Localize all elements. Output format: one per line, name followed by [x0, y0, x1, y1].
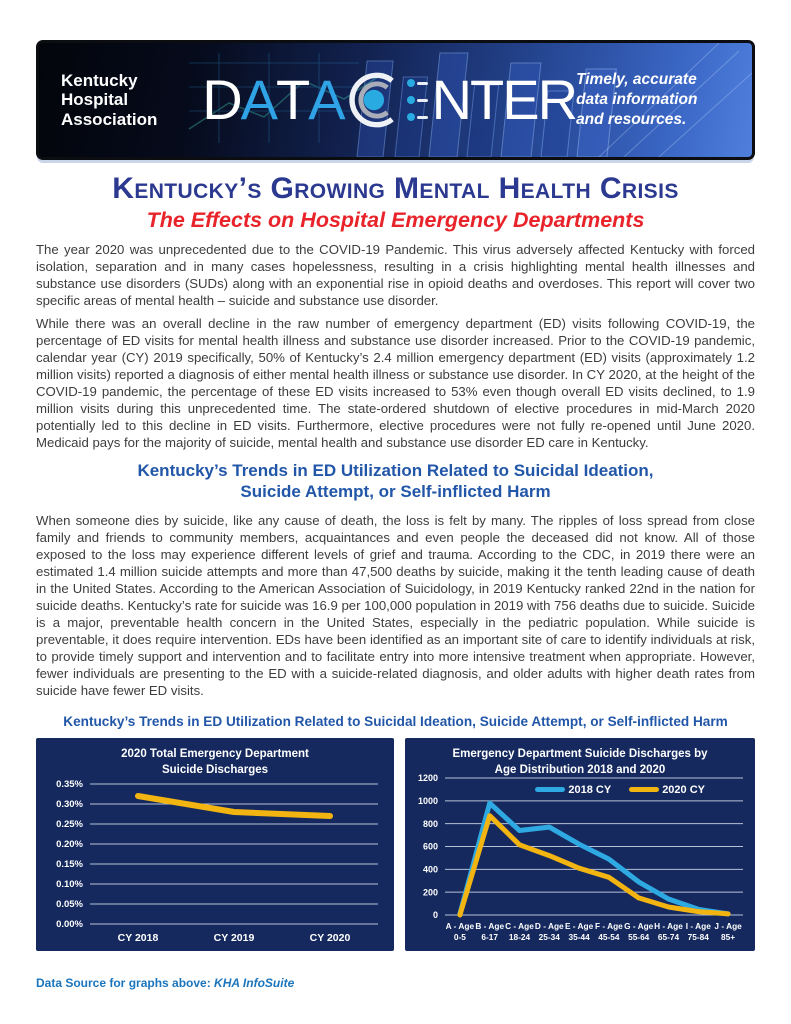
legend-swatch-2018	[535, 787, 565, 792]
page-subtitle: The Effects on Hospital Emergency Departments	[146, 207, 645, 232]
logo-letter-a: A	[308, 68, 344, 131]
svg-text:75-84: 75-84	[687, 931, 709, 942]
svg-text:0.00%: 0.00%	[56, 918, 83, 930]
org-name-line: Association	[61, 109, 158, 129]
svg-text:0.25%: 0.25%	[56, 818, 83, 830]
svg-text:0.15%: 0.15%	[56, 858, 83, 870]
svg-text:35-44: 35-44	[568, 931, 590, 942]
svg-text:CY 2019: CY 2019	[213, 931, 255, 944]
paragraph-ed-visits: While there was an overall decline in the raw number of emergency department (ED) visits following COVID-19, the percentage of ED visits for mental health illness and substance use disorder increased. Prior to the COVID-19 pandemic, calendar year (CY) 2019 specifically, 50% of Kentucky’s 2.4 million emergency department (ED) visits (approximately 1.2 million visits) reported a diagnosis of either mental health illness or substance use disorder. In CY 2020, at the height of the COVID-19 pandemic, the percentage of these ED visits increased to 53% even though overall ED visits declined, to 1.9 million visits during this unprecedented time. The state-ordered shutdown of elective procedures in mid-March 2020 potentially led to this decline in ED visits. Furthermore, elective procedures were not fully re-opened until June 2020. Medicaid pays for the majority of suicide, mental health and substance use disorder ED care in Kentucky.	[36, 316, 755, 451]
logo-letter-t: T	[276, 68, 309, 131]
svg-text:65-74: 65-74	[657, 931, 680, 942]
svg-text:A - Age: A - Age	[445, 920, 475, 931]
svg-text:CY 2020: CY 2020	[309, 931, 351, 944]
logo-letter-d: D	[202, 68, 241, 131]
svg-text:55-64: 55-64	[628, 931, 650, 942]
svg-text:0.20%: 0.20%	[56, 838, 83, 850]
svg-text:D - Age: D - Age	[534, 920, 564, 931]
legend-label: 2020 CY	[662, 783, 705, 796]
svg-text:H - Age: H - Age	[654, 920, 683, 931]
svg-text:F - Age: F - Age	[594, 920, 623, 931]
org-name-line: Hospital	[61, 90, 129, 110]
legend-item-2018	[535, 784, 611, 796]
svg-text:I - Age: I - Age	[685, 920, 711, 931]
data-source-label: Data Source for graphs above:	[36, 975, 215, 990]
banner-tagline	[576, 70, 752, 130]
page-title: Kentucky’s Growing Mental Health Crisis	[112, 172, 679, 205]
data-source-value: KHA InfoSuite	[214, 975, 295, 990]
paragraph-suicide-trends: When someone dies by suicide, like any cause of death, the loss is felt by many. The ripples of loss spread from close family and friends to community members, acquaintances and even people the deceased did not know. All of those exposed to the loss may experience different levels of grief and trauma. According to the CDC, in 2019 there were an estimated 1.4 million suicide attempts and more than 47,500 deaths by suicide, making it the tenth leading cause of death in the United States. According to the American Association of Suicidology, in 2019 Kentucky ranked 22nd in the nation for suicide deaths. Kentucky’s rate for suicide was 16.9 per 100,000 population in 2019 with 756 deaths due to suicide. Suicide is a major, preventable health concern in the United States, especially in the pediatric population. While suicide is preventable, it does require intervention. EDs have been identified as an important site of care to identify individuals at risk, to provide timely support and intervention and to facilitate entry into more intensive treatment when appropriate. However, fewer individuals are presenting to the ED with a suicide-related diagnosis, and older adults with higher death rates from suicide have fewer ED visits.	[36, 512, 755, 698]
svg-text:G - Age: G - Age	[624, 920, 654, 931]
chart-legend	[535, 784, 705, 796]
tagline-line: Timely, accurate	[576, 70, 697, 88]
svg-text:0-5: 0-5	[453, 931, 466, 942]
svg-text:1200: 1200	[417, 772, 438, 783]
datacenter-logo	[202, 68, 577, 131]
concentric-c-rings-icon	[347, 71, 405, 129]
org-name	[39, 71, 202, 129]
chart-title-line: Age Distribution 2018 and 2020	[494, 763, 666, 776]
svg-text:25-34: 25-34	[538, 931, 560, 942]
svg-text:85+: 85+	[721, 931, 736, 942]
section-heading-line1: Kentucky’s Trends in ED Utilization Related to Suicidal Ideation,	[137, 461, 654, 481]
chart-title	[405, 746, 755, 778]
chart-title-line: Suicide Discharges	[161, 763, 269, 776]
svg-text:0.10%: 0.10%	[56, 878, 83, 890]
svg-text:E - Age: E - Age	[564, 920, 594, 931]
logo-letter-a: A	[240, 68, 277, 131]
svg-text:45-54: 45-54	[598, 931, 620, 942]
section-heading	[36, 461, 755, 502]
chart-title-line: 2020 Total Emergency Department	[121, 747, 309, 760]
svg-text:J - Age: J - Age	[714, 920, 742, 931]
charts-section-heading: Kentucky’s Trends in ED Utilization Related to Suicidal Ideation, Suicide Attempt, or Self-inflicted Harm	[63, 713, 728, 729]
kha-datacenter-banner	[36, 40, 755, 160]
chart-panel-age-distribution	[405, 738, 755, 951]
svg-text:600: 600	[422, 841, 438, 852]
svg-text:C - Age: C - Age	[505, 920, 534, 931]
legend-item-2020	[629, 784, 705, 796]
org-name-line: Kentucky	[61, 71, 138, 91]
data-source-note	[36, 976, 755, 990]
svg-text:0: 0	[432, 909, 438, 920]
charts-row	[36, 738, 755, 951]
svg-text:B - Age: B - Age	[475, 920, 505, 931]
svg-text:400: 400	[422, 864, 438, 875]
svg-text:0.35%: 0.35%	[56, 778, 83, 790]
svg-text:800: 800	[422, 818, 438, 829]
legend-swatch-2020	[629, 787, 659, 792]
svg-text:6-17: 6-17	[481, 931, 499, 942]
chart-title	[36, 746, 394, 778]
section-heading-line2: Suicide Attempt, or Self-inflicted Harm	[240, 481, 551, 501]
svg-text:0.05%: 0.05%	[56, 898, 83, 910]
legend-label: 2018 CY	[568, 783, 612, 796]
svg-text:0.30%: 0.30%	[56, 798, 83, 810]
svg-text:CY 2018: CY 2018	[117, 931, 159, 944]
tagline-line: data information	[576, 90, 698, 108]
svg-text:18-24: 18-24	[508, 931, 531, 942]
chart-panel-total-suicide-discharges	[36, 738, 394, 951]
chart-title-line: Emergency Department Suicide Discharges by	[452, 747, 708, 760]
tagline-line: and resources.	[576, 111, 687, 129]
paragraph-intro: The year 2020 was unprecedented due to the COVID-19 Pandemic. This virus adversely affected Kentucky with forced isolation, separation and in many cases hopelessness, resulting in a crisis highlighting mental health illnesses and substance use disorders (SUDs) along with an exponential rise in opioid deaths and overdoses. This report will cover two specific areas of mental health – suicide and substance use disorder.	[36, 242, 755, 309]
svg-text:1000: 1000	[417, 795, 438, 806]
svg-text:200: 200	[422, 887, 438, 898]
stylized-e-dots-icon	[407, 79, 428, 121]
logo-letters-nter: NTER	[431, 68, 577, 131]
